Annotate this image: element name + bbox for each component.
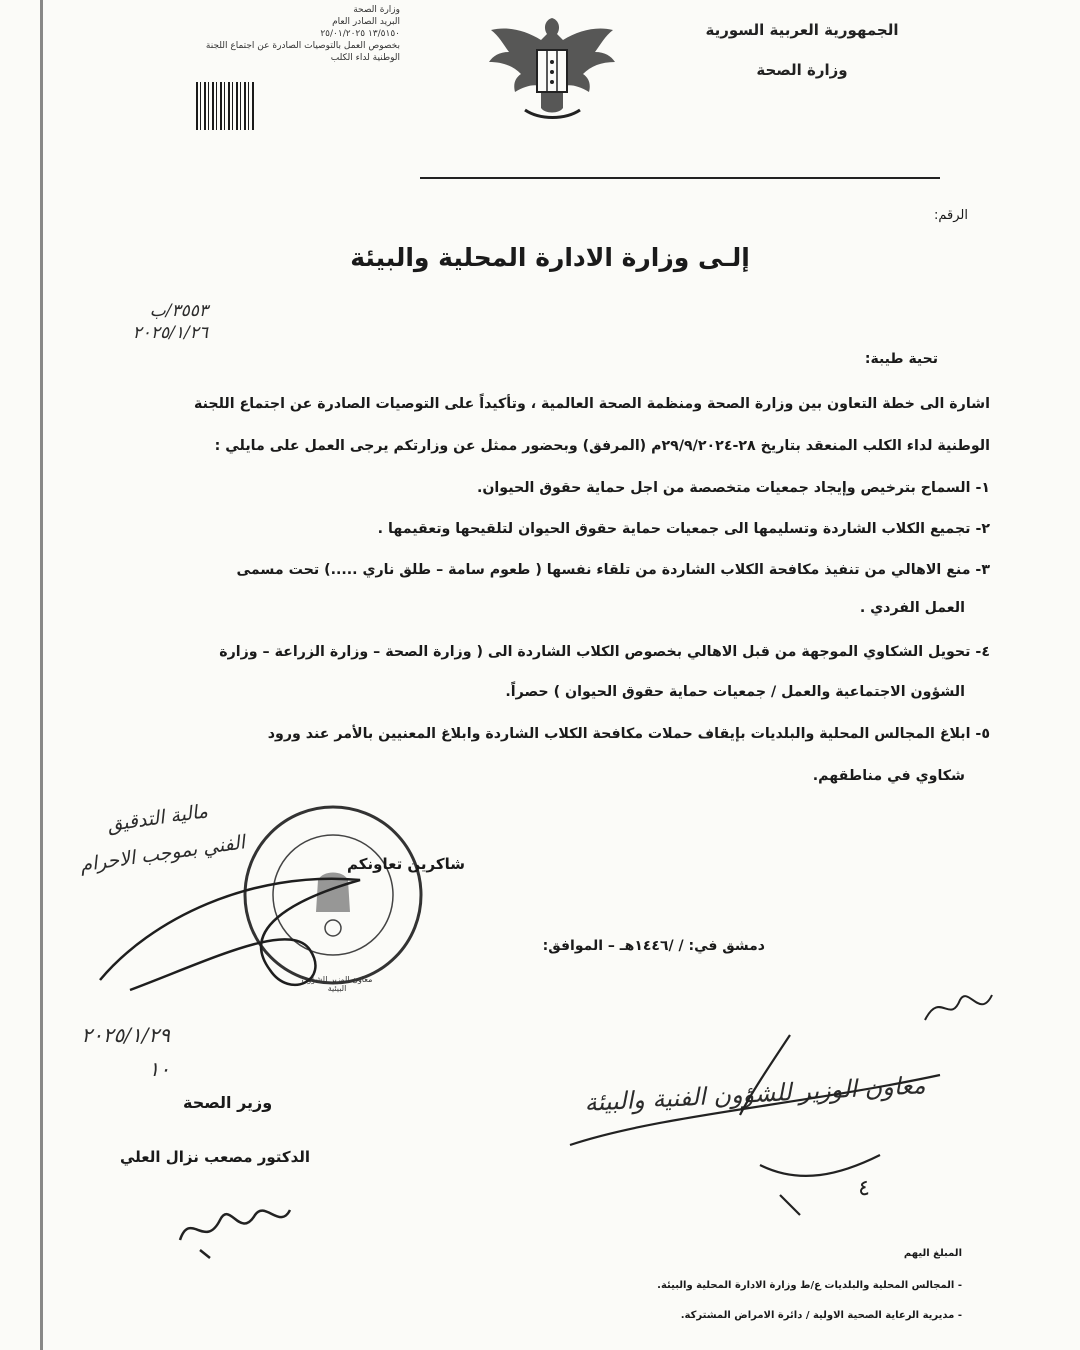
- barcode: [196, 82, 256, 130]
- eagle-emblem-icon: [485, 10, 620, 125]
- intro-line-2: الوطنية لداء الكلب المنعقد بتاريخ ٢٨-٢٩/٩/٢٠٢٤م (المرفق) وبحضور ممثل عن وزارتكم يرجى العمل على مايلي :: [214, 438, 990, 454]
- item-3-line-1: ٣- منع الاهالي من تنفيذ مكافحة الكلاب الشاردة من تلقاء نفسها ( طعوم سامة – طلق ناري .....) تحت مسمى: [236, 562, 990, 578]
- intro-line-1: اشارة الى خطة التعاون بين وزارة الصحة ومنظمة الصحة العالمية ، وتأكيداً على التوصيات الصادرة عن اجتماع اللجنة: [193, 396, 990, 412]
- reference-label: الرقم:: [934, 208, 968, 223]
- copy-recipient: - المجالس المحلية والبلديات ع/ط وزارة الادارة المحلية والبيئة.: [657, 1280, 962, 1291]
- svg-text:٤: ٤: [858, 1176, 870, 1201]
- handwritten-audit-note: مالية التدقيق الفني بموجب الاحرام: [78, 800, 247, 877]
- copies-title: المبلغ اليهم: [903, 1248, 962, 1259]
- minister-name: الدكتور مصعب نزال العلي: [120, 1148, 311, 1166]
- country-name: الجمهورية العربية السورية: [705, 21, 899, 39]
- assistant-minister-note: معاون الوزير للشؤون الفنية والبيئة: [583, 1071, 927, 1117]
- margin-registration-note: ٣٥٥٣/ب ٢٠٢٥/١/٢٦: [132, 301, 208, 343]
- item-5-line-2: شكاوي في مناطقهم.: [812, 768, 965, 784]
- margin-handwritten-date: ٢٠٢٥/١/٢٩ ١٠: [81, 1023, 170, 1081]
- minister-signature-icon: [170, 1180, 300, 1260]
- letterhead: [672, 10, 932, 90]
- item-4-line-2: الشؤون الاجتماعية والعمل / جمعيات حماية حقوق الحيوان ) حصراً.: [505, 684, 965, 700]
- header-rule: [420, 177, 940, 179]
- minister-title: وزير الصحة: [183, 1093, 273, 1112]
- item-3-line-2: العمل الفردي .: [859, 600, 965, 616]
- assistant-signature-icon: [540, 1025, 960, 1225]
- date-line: دمشق في: / /١٤٤٦هـ – الموافق:: [542, 938, 765, 954]
- copy-recipient: - مديرية الرعاية الصحية الاولية / دائرة الامراض المشتركة.: [680, 1310, 962, 1321]
- salutation: تحية طيبة:: [864, 351, 938, 367]
- item-4-line-1: ٤- تحويل الشكاوي الموجهة من قبل الاهالي بخصوص الكلاب الشاردة الى ( وزارة الصحة – وزارة الزراعة – وزارة: [219, 644, 990, 660]
- outgoing-mail-stamp: وزارة الصحة البريد الصادر العام ١٣/٥١٥٠ ٢٥/٠١/٢٠٢٥ بخصوص العمل بالتوصيات الصادرة عن اجتماع اللجنة الوطنية لداء الكلب: [205, 5, 400, 63]
- ministry-name: وزارة الصحة: [756, 61, 848, 79]
- page-margin-line: [40, 0, 43, 1350]
- closing-line: شاكرين تعاونكم: [347, 855, 465, 873]
- item-2: ٢- تجميع الكلاب الشاردة وتسليمها الى جمعيات حماية حقوق الحيوان لتلقيحها وتعقيمها .: [377, 521, 990, 537]
- item-1: ١- السماح بترخيص وإيجاد جمعيات متخصصة من اجل حماية حقوق الحيوان.: [476, 480, 990, 496]
- pen-scribble-icon: [90, 860, 390, 1010]
- item-5-line-1: ٥- ابلاغ المجالس المحلية والبلديات بإيقاف حملات مكافحة الكلاب الشاردة وابلاغ المعنيين بالأمر عند ورود: [267, 726, 990, 742]
- seal-caption: معاون الوزير للشؤون البيئية: [301, 975, 373, 993]
- addressee-heading: إلـى وزارة الادارة المحلية والبيئة: [350, 243, 750, 272]
